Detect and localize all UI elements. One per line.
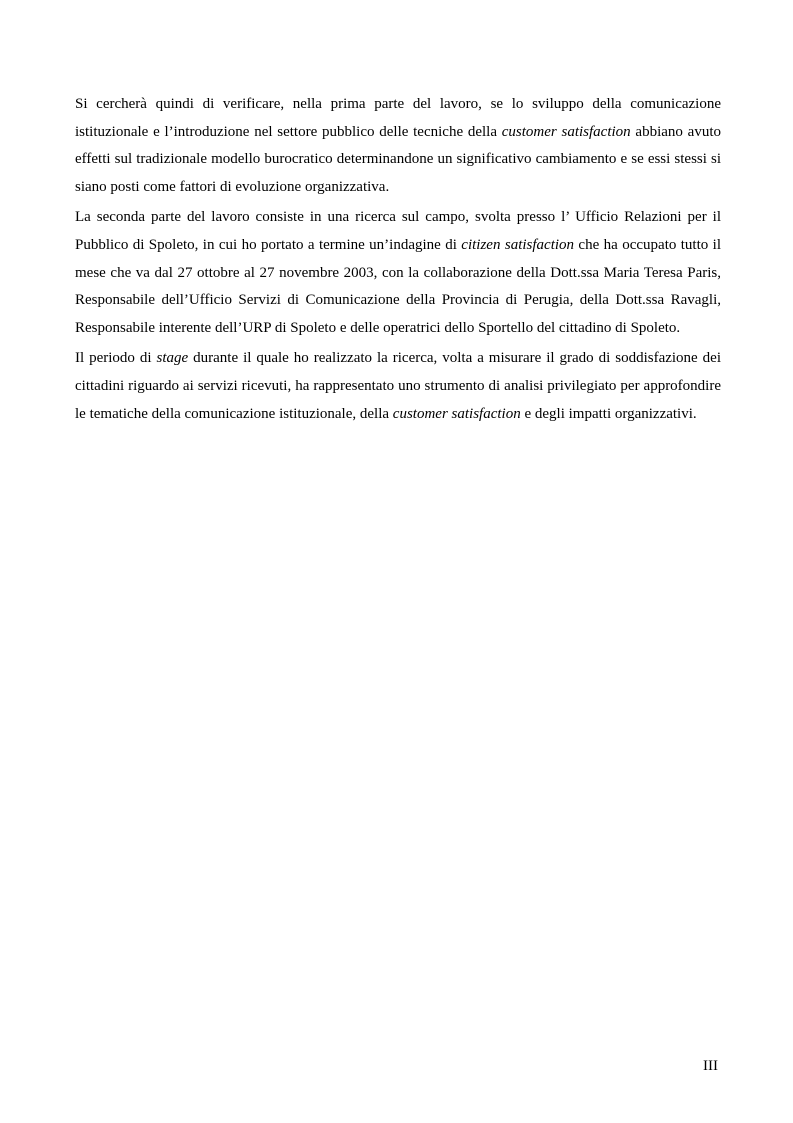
text-segment: Il periodo di bbox=[75, 350, 157, 367]
paragraph-1 bbox=[75, 91, 721, 201]
italic-term: customer satisfaction bbox=[501, 123, 631, 140]
text-segment: e degli impatti organizzativi. bbox=[520, 405, 697, 422]
text-segment: abbiano avuto effetti sul tradizionale modello burocratico determinandone un significativo cambiamento e se essi stessi si siano posti come fattori di evoluzione organizzativa. bbox=[75, 123, 721, 195]
italic-term: citizen satisfaction bbox=[461, 236, 575, 253]
body-text bbox=[75, 91, 721, 428]
paragraph-3 bbox=[75, 345, 721, 428]
italic-term: stage bbox=[156, 350, 189, 367]
page-number: III bbox=[703, 1058, 718, 1074]
paragraph-2 bbox=[75, 204, 721, 342]
italic-term: customer satisfaction bbox=[392, 405, 521, 422]
text-segment: durante il quale ho realizzato la ricerca, volta a misurare il grado di soddisfazione dei cittadini riguardo ai servizi ricevuti, ha rappresentato uno strumento di analisi privilegiato per approfondire le tematiche della comunicazione istituzionale, della bbox=[75, 350, 721, 422]
text-segment: Si cercherà quindi di verificare, nella prima parte del lavoro, se lo sviluppo della comunicazione istituzionale e l’introduzione nel settore pubblico delle tecniche della bbox=[75, 96, 721, 140]
text-segment: che ha occupato tutto il mese che va dal 27 ottobre al 27 novembre 2003, con la collaborazione della Dott.ssa Maria Teresa Paris, Responsabile dell’Ufficio Servizi di Comunicazione della Provincia di Perugia, della Dott.ssa Ravagli, Responsabile interente dell’URP di Spoleto e delle operatrici dello Sportello del cittadino di Spoleto. bbox=[75, 236, 721, 336]
text-segment: La seconda parte del lavoro consiste in una ricerca sul campo, svolta presso l’ Ufficio Relazioni per il Pubblico di Spoleto, in cui ho portato a termine un’indagine di bbox=[75, 209, 721, 253]
